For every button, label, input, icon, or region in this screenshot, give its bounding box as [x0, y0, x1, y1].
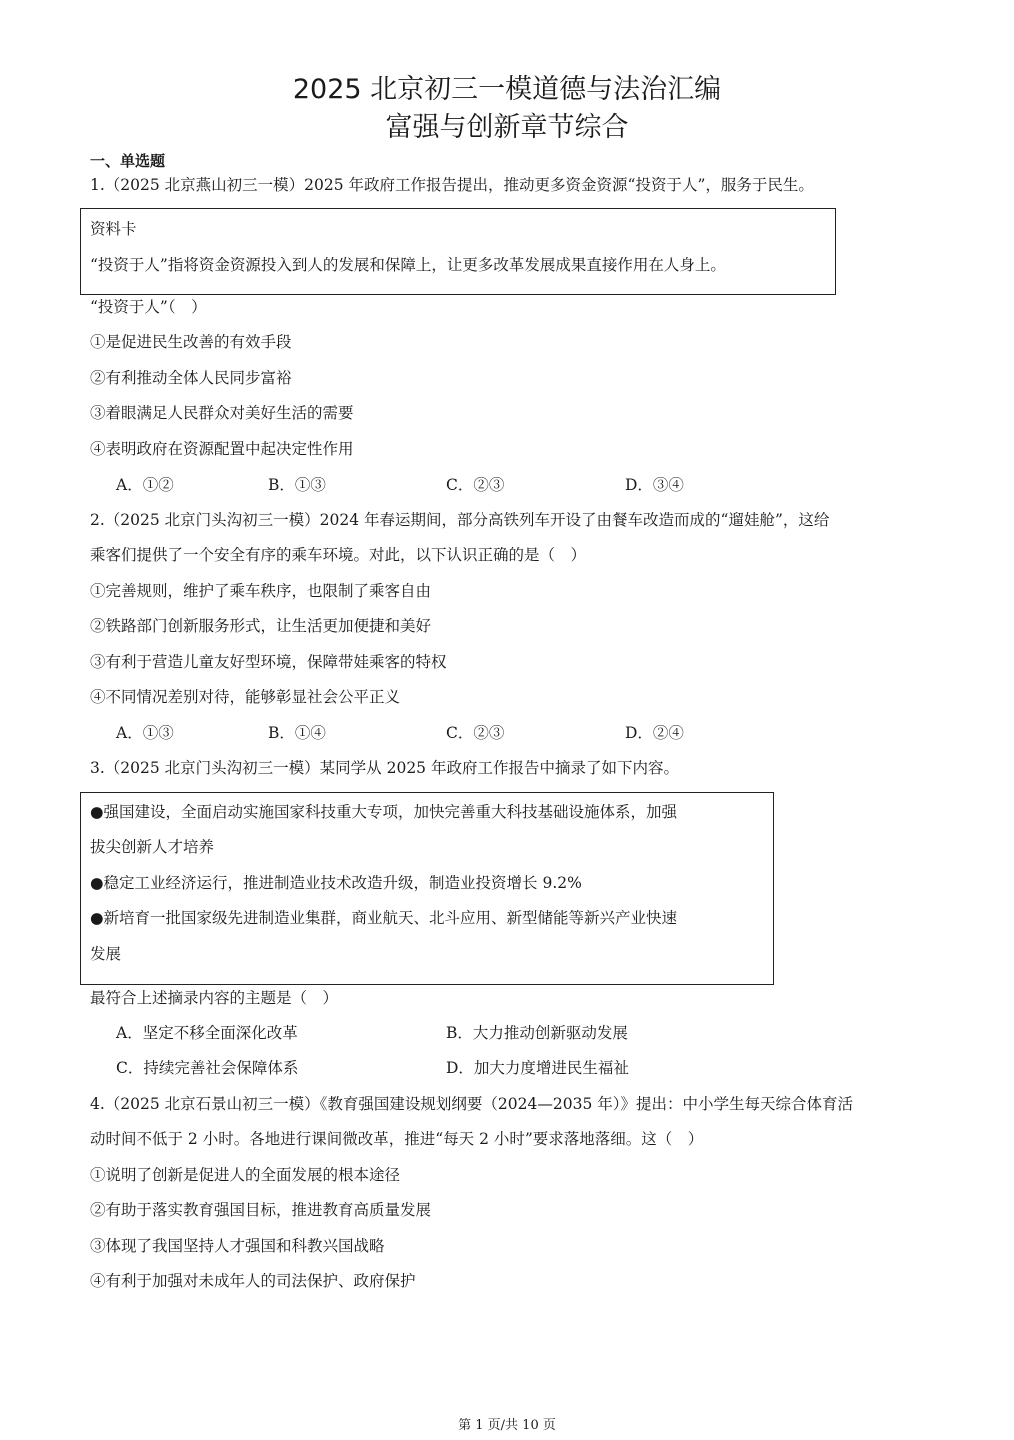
q3-excerpt-line: ●强国建设，全面启动实施国家科技重大专项，加快完善重大科技基础设施体系，加强: [90, 803, 678, 821]
q1-item: ①是促进民生改善的有效手段: [90, 333, 292, 351]
q3-stem: 3.（2025 北京门头沟初三一模）某同学从 2025 年政府工作报告中摘录了如下内容。: [90, 759, 679, 777]
q3-prompt: 最符合上述摘录内容的主题是（ ）: [90, 989, 339, 1007]
q2-option-b: B．①④: [268, 724, 326, 742]
page-number: 第 1 页/共 10 页: [458, 1418, 556, 1433]
section-heading: 一、单选题: [90, 152, 166, 170]
page-title: 2025 北京初三一模道德与法治汇编: [292, 74, 722, 105]
q1-option-b: B．①③: [268, 476, 326, 494]
q1-card-title: 资料卡: [90, 220, 137, 238]
q3-option-b: B．大力推动创新驱动发展: [446, 1024, 628, 1042]
q2-item: ③有利于营造儿童友好型环境，保障带娃乘客的特权: [90, 653, 447, 671]
q4-item: ③体现了我国坚持人才强国和科教兴国战略: [90, 1237, 385, 1255]
q1-stem: 1.（2025 北京燕山初三一模）2025 年政府工作报告提出，推动更多资金资源“投资于人”，服务于民生。: [90, 176, 814, 194]
q4-stem-cont: 动时间不低于 2 小时。各地进行课间微改革，推进“每天 2 小时”要求落地落细。这（ ）: [90, 1130, 704, 1148]
q1-item: ④表明政府在资源配置中起决定性作用: [90, 440, 354, 458]
q3-option-a: A．坚定不移全面深化改革: [116, 1024, 298, 1042]
q2-option-c: C．②③: [446, 724, 505, 742]
q3-excerpt-line: 拔尖创新人才培养: [90, 838, 215, 856]
q2-item: ①完善规则，维护了乘车秩序，也限制了乘客自由: [90, 582, 432, 600]
page-subtitle: 富强与创新章节综合: [385, 112, 629, 143]
q1-prompt: “投资于人”（ ）: [90, 298, 207, 316]
q4-item: ④有利于加强对未成年人的司法保护、政府保护: [90, 1272, 416, 1290]
q1-option-c: C．②③: [446, 476, 505, 494]
q4-item: ①说明了创新是促进人的全面发展的根本途径: [90, 1166, 401, 1184]
q3-excerpt-line: ●稳定工业经济运行，推进制造业技术改造升级，制造业投资增长 9.2%: [90, 874, 582, 892]
q2-item: ②铁路部门创新服务形式，让生活更加便捷和美好: [90, 617, 432, 635]
q3-option-d: D．加大力度增进民生福祉: [446, 1059, 629, 1077]
q3-excerpt-line: ●新培育一批国家级先进制造业集群，商业航天、北斗应用、新型储能等新兴产业快速: [90, 909, 678, 927]
q4-stem: 4.（2025 北京石景山初三一模）《教育强国建设规划纲要（2024—2035 年）》提出：中小学生每天综合体育活: [90, 1095, 853, 1113]
q2-stem: 2.（2025 北京门头沟初三一模）2024 年春运期间，部分高铁列车开设了由餐车改造而成的“遛娃舱”，这给: [90, 511, 830, 529]
q2-option-a: A．①③: [116, 724, 174, 742]
q3-option-c: C．持续完善社会保障体系: [116, 1059, 299, 1077]
q4-item: ②有助于落实教育强国目标，推进教育高质量发展: [90, 1201, 432, 1219]
q3-excerpt-line: 发展: [90, 945, 122, 963]
q2-option-d: D．②④: [625, 724, 684, 742]
q2-item: ④不同情况差别对待，能够彰显社会公平正义: [90, 688, 401, 706]
q2-stem-cont: 乘客们提供了一个安全有序的乘车环境。对此，以下认识正确的是（ ）: [90, 546, 587, 564]
q1-item: ②有利推动全体人民同步富裕: [90, 369, 292, 387]
q1-option-a: A．①②: [116, 476, 174, 494]
q1-card-text: “投资于人”指将资金资源投入到人的发展和保障上，让更多改革发展成果直接作用在人身上。: [90, 256, 726, 274]
q1-option-d: D．③④: [625, 476, 684, 494]
q1-info-card: [80, 208, 836, 295]
q1-item: ③着眼满足人民群众对美好生活的需要: [90, 404, 354, 422]
